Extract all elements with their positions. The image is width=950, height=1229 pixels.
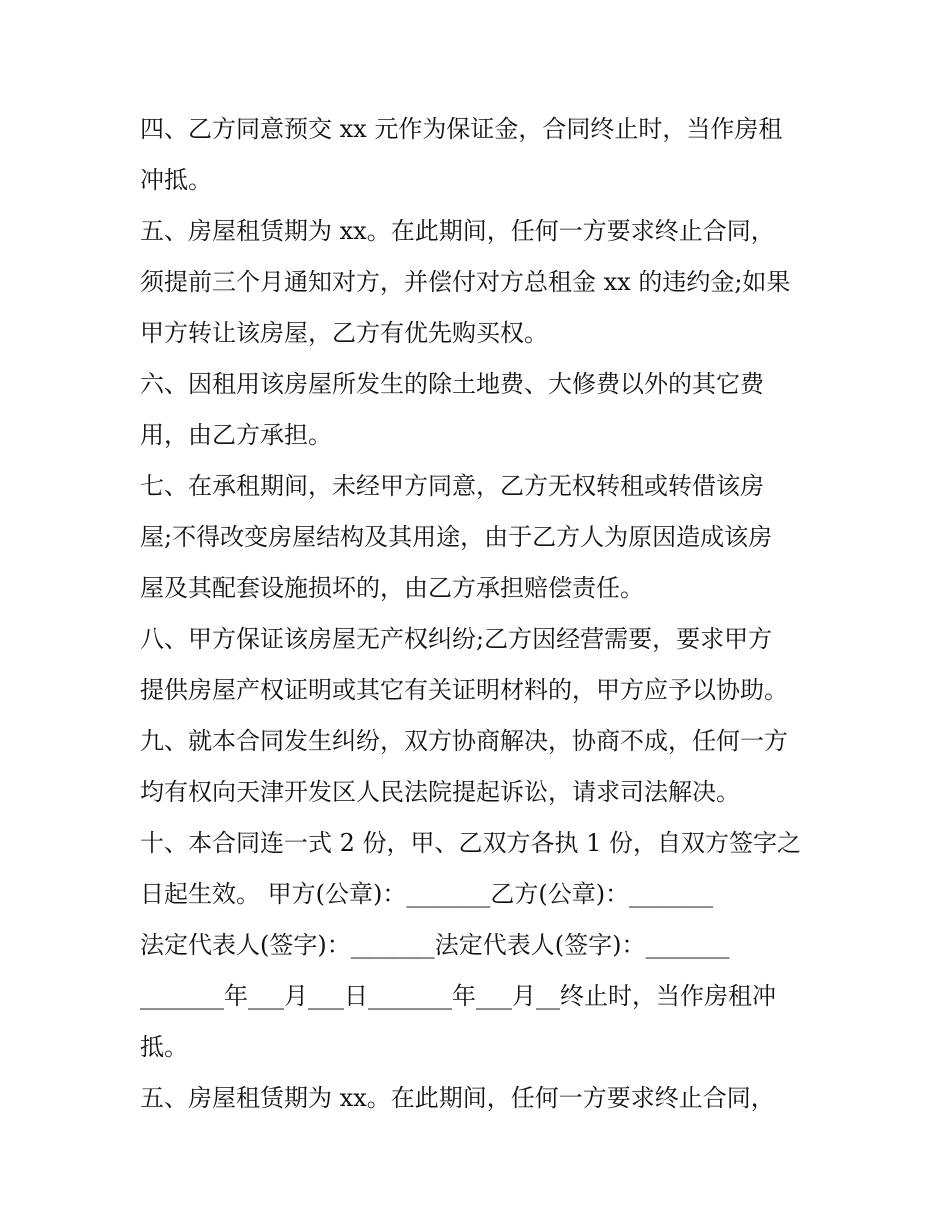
clause-6-line-2: 用，由乙方承担。: [140, 421, 332, 449]
clause-4-line-2: 冲抵。: [140, 166, 212, 194]
clause-9-line-2: 均有权向天津开发区人民法院提起诉讼，请求司法解决。: [140, 778, 740, 806]
clause-9-line-1: 九、就本合同发生纠纷，双方协商解决，协商不成，任何一方: [140, 727, 788, 755]
clause-5-repeat-line-1: 五、房屋租赁期为 xx。在此期间，任何一方要求终止合同，: [140, 1084, 775, 1112]
document-page: [140, 104, 860, 1124]
signature-party-line: 日起生效。 甲方(公章)：_______乙方(公章)：_______: [140, 880, 714, 908]
clause-4-line-1: 四、乙方同意预交 xx 元作为保证金，合同终止时，当作房租: [140, 115, 783, 143]
clause-6-line-1: 六、因租用该房屋所发生的除土地费、大修费以外的其它费: [140, 370, 764, 398]
clause-10-line-1: 十、本合同连一式 2 份，甲、乙双方各执 1 份，自双方签字之: [140, 829, 802, 857]
date-line-end: 抵。: [140, 1033, 188, 1061]
clause-8-line-1: 八、甲方保证该房屋无产权纠纷;乙方因经营需要，要求甲方: [140, 625, 773, 653]
clause-5-line-3: 甲方转让该房屋，乙方有优先购买权。: [140, 319, 548, 347]
clause-7-line-3: 屋及其配套设施损坏的，由乙方承担赔偿责任。: [140, 574, 644, 602]
clause-5-line-2: 须提前三个月通知对方，并偿付对方总租金 xx 的违约金;如果: [140, 268, 791, 296]
signature-representative-line: 法定代表人(签字)：_______法定代表人(签字)：_______: [140, 931, 730, 959]
clause-8-line-2: 提供房屋产权证明或其它有关证明材料的，甲方应予以协助。: [140, 676, 788, 704]
clause-7-line-1: 七、在承租期间，未经甲方同意，乙方无权转租或转借该房: [140, 472, 764, 500]
date-line: _______年___月___日_______年___月__终止时，当作房租冲: [140, 982, 776, 1010]
clause-5-line-1: 五、房屋租赁期为 xx。在此期间，任何一方要求终止合同，: [140, 217, 775, 245]
clause-7-line-2: 屋;不得改变房屋结构及其用途，由于乙方人为原因造成该房: [140, 523, 773, 551]
